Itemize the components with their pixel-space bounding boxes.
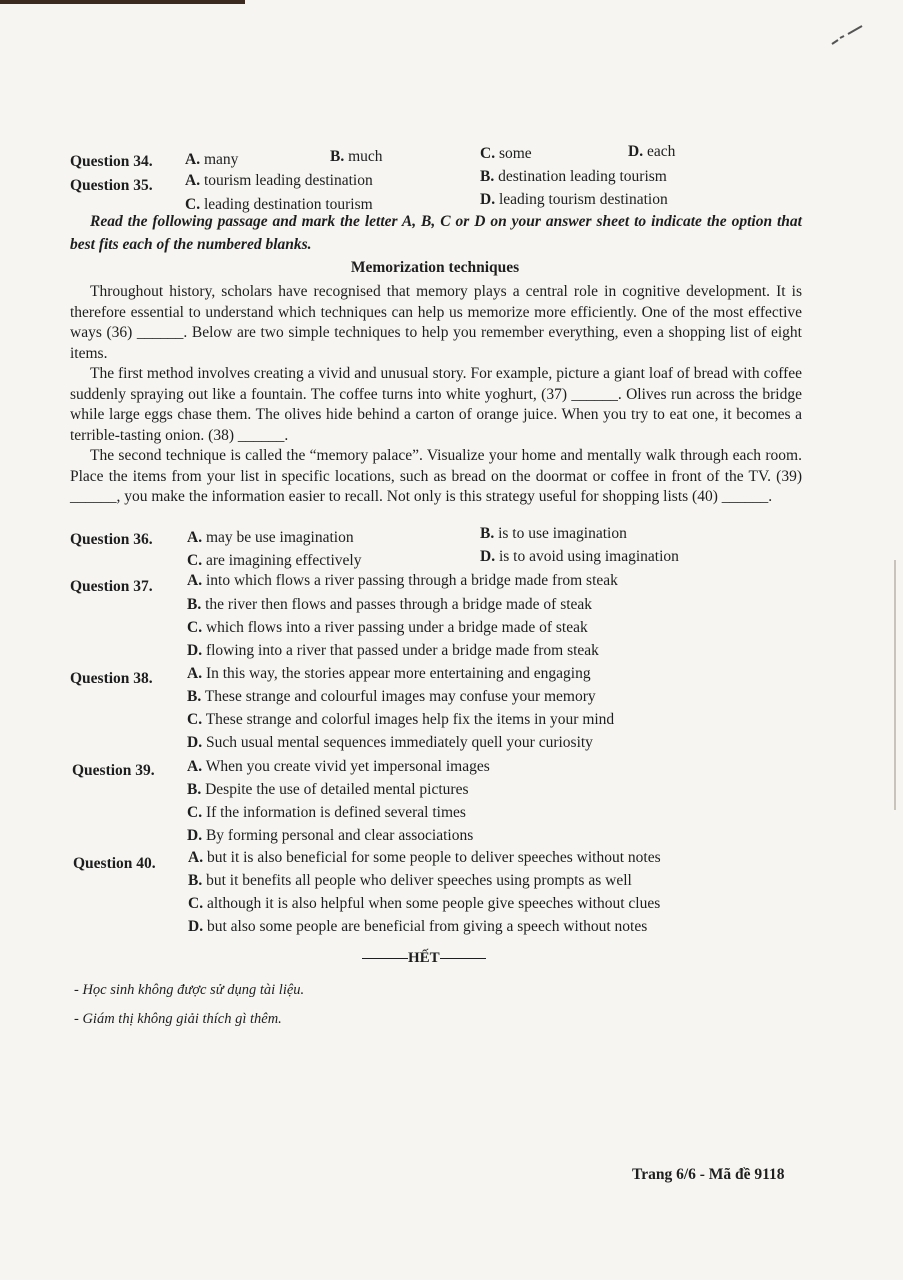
question-35-option-d: D. leading tourism destination bbox=[480, 191, 668, 208]
question-36-option-b: B. is to use imagination bbox=[480, 525, 627, 542]
question-37-option-c: C. which flows into a river passing under a bridge made of steak bbox=[187, 619, 588, 636]
question-36-option-c: C. are imagining effectively bbox=[187, 552, 362, 569]
passage-paragraph-1: Throughout history, scholars have recognised that memory plays a central role in cognitive development. It is therefore essential to understand which techniques can help us memorize more efficiently. One of the most effective ways (36) ______. Below are two simple techniques to help you remember everything, even a shopping list of eight items. bbox=[70, 283, 802, 362]
question-39-option-d: D. By forming personal and clear associations bbox=[187, 827, 474, 844]
question-36-option-d: D. is to avoid using imagination bbox=[480, 548, 679, 565]
pen-mark-icon bbox=[830, 24, 866, 46]
end-mark-text: HẾT bbox=[408, 950, 440, 966]
question-39-option-a: A. When you create vivid yet impersonal images bbox=[187, 758, 490, 775]
question-35-option-a: A. tourism leading destination bbox=[185, 172, 373, 189]
question-37-option-d: D. flowing into a river that passed under a bridge made from steak bbox=[187, 642, 599, 659]
scan-edge-line bbox=[894, 560, 896, 810]
question-40-option-b: B. but it benefits all people who deliver speeches using prompts as well bbox=[188, 872, 632, 889]
question-40-option-d: D. but also some people are beneficial from giving a speech without notes bbox=[188, 918, 648, 935]
question-34-option-a: A. many bbox=[185, 151, 239, 168]
end-rule-right bbox=[440, 958, 486, 959]
question-38-option-a: A. In this way, the stories appear more entertaining and engaging bbox=[187, 665, 591, 682]
question-38-option-b: B. These strange and colourful images may confuse your memory bbox=[187, 688, 596, 705]
question-38-option-d: D. Such usual mental sequences immediately quell your curiosity bbox=[187, 734, 593, 751]
question-34-option-c: C. some bbox=[480, 145, 532, 162]
question-37-label: Question 37. bbox=[70, 578, 153, 595]
end-rule-left bbox=[362, 958, 408, 959]
passage-paragraph-2: The first method involves creating a vivid and unusual story. For example, picture a giant loaf of bread with coffee suddenly spraying out like a fountain. The coffee turns into white yoghurt, (37) ______. Olives run across the bridge while large eggs chase them. The olives hide behind a carton of orange juice. When you try to eat one, it becomes a terrible-tasting onion. (38) ______. bbox=[70, 365, 802, 444]
question-38-label: Question 38. bbox=[70, 670, 153, 687]
note-no-explanation: - Giám thị không giải thích gì thêm. bbox=[74, 1011, 282, 1027]
question-40-option-a: A. but it is also beneficial for some people to deliver speeches without notes bbox=[188, 849, 661, 866]
question-36-label: Question 36. bbox=[70, 531, 153, 548]
page-footer: Trang 6/6 - Mã đề 9118 bbox=[632, 1166, 785, 1183]
question-35-option-b: B. destination leading tourism bbox=[480, 168, 667, 185]
passage-paragraph-3: The second technique is called the “memory palace”. Visualize your home and mentally walk through each room. Place the items from your list in specific locations, such as bread on the doormat or coffee in front of the TV. (39) ______, you make the information easier to recall. Not only is this strategy useful for shopping lists (40) ______. bbox=[70, 447, 802, 505]
question-36-option-a: A. may be use imagination bbox=[187, 529, 354, 546]
question-39-option-b: B. Despite the use of detailed mental pictures bbox=[187, 781, 469, 798]
scan-edge-mark bbox=[0, 0, 245, 4]
question-37-option-a: A. into which flows a river passing through a bridge made from steak bbox=[187, 572, 618, 589]
question-35-option-c: C. leading destination tourism bbox=[185, 196, 373, 213]
question-40-label: Question 40. bbox=[73, 855, 156, 872]
question-34-option-d: D. each bbox=[628, 143, 676, 160]
question-37-option-b: B. the river then flows and passes through a bridge made of steak bbox=[187, 596, 593, 613]
note-no-materials: - Học sinh không được sử dụng tài liệu. bbox=[74, 982, 305, 998]
question-40-option-c: C. although it is also helpful when some people give speeches without clues bbox=[188, 895, 661, 912]
end-mark bbox=[362, 950, 486, 967]
question-38-option-c: C. These strange and colorful images help fix the items in your mind bbox=[187, 711, 615, 728]
question-34-option-b: B. much bbox=[330, 148, 383, 165]
reading-instruction: Read the following passage and mark the letter A, B, C or D on your answer sheet to indicate the option that best fits each of the numbered blanks. bbox=[70, 213, 802, 253]
question-39-option-c: C. If the information is defined several times bbox=[187, 804, 466, 821]
question-35-label: Question 35. bbox=[70, 177, 153, 194]
question-39-label: Question 39. bbox=[72, 762, 155, 779]
passage-title: Memorization techniques bbox=[350, 259, 520, 276]
question-34-label: Question 34. bbox=[70, 153, 153, 170]
